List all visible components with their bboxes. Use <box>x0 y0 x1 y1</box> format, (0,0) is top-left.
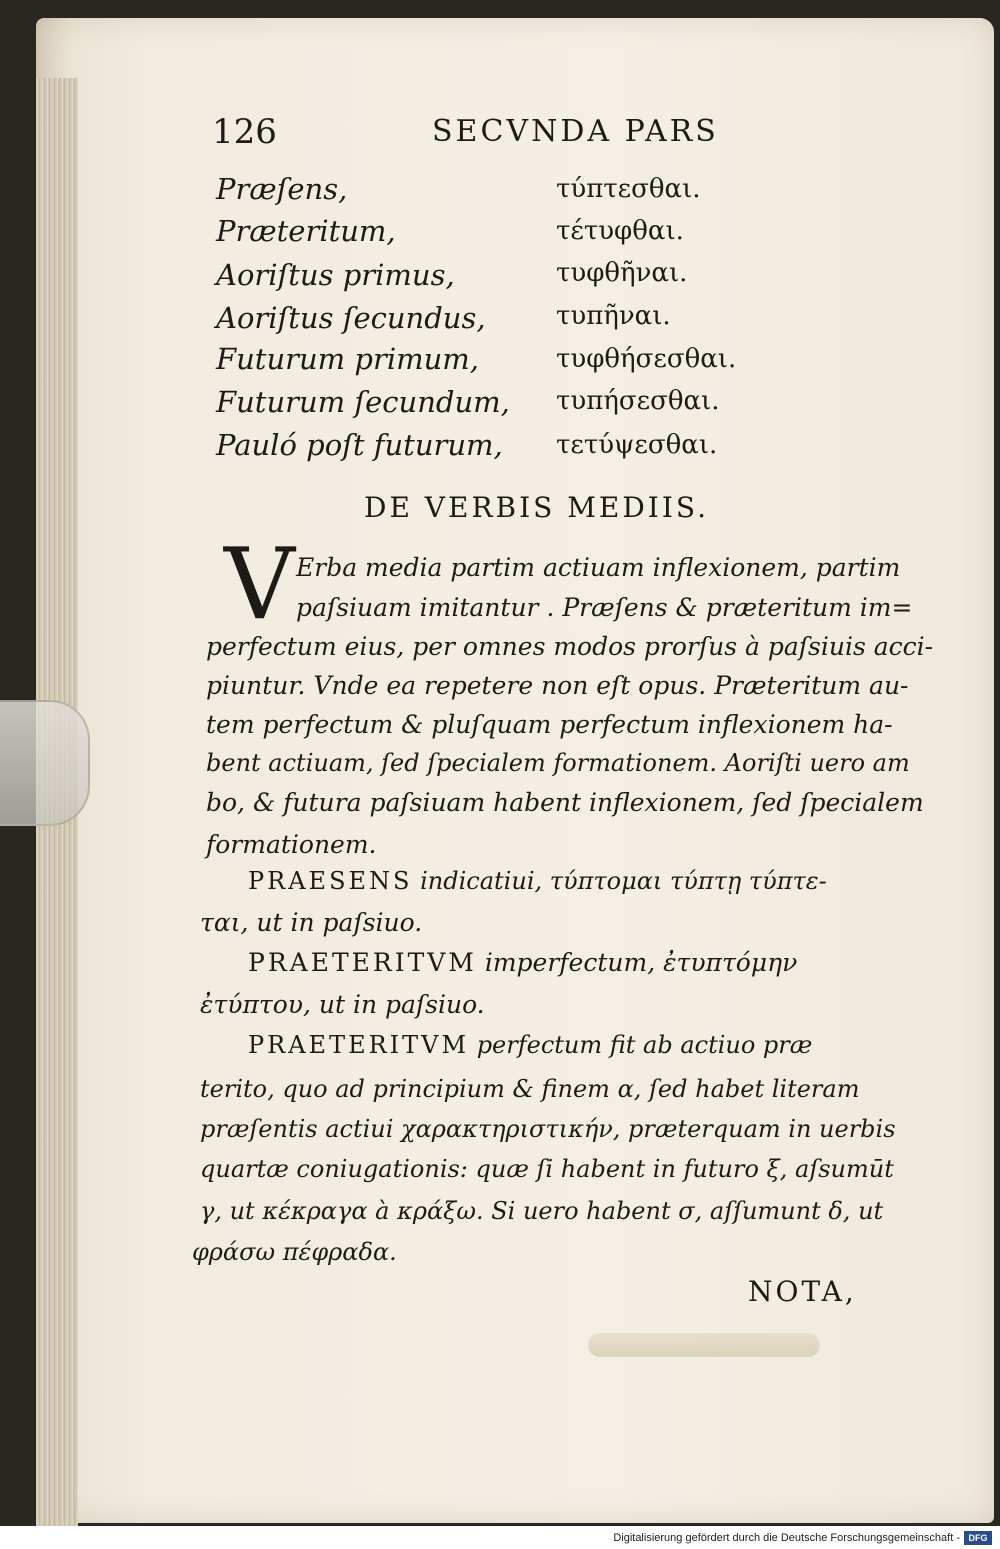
paragraph-text: indicatiui, τύπτομαι τύπτῃ τύπτε- <box>412 867 827 895</box>
body-line: formationem. <box>206 830 377 859</box>
tense-latin: Futurum primum, <box>216 342 479 376</box>
paragraph-lead <box>248 948 797 977</box>
paragraph-caps: PRAESENS <box>248 867 413 895</box>
section-heading: DE VERBIS MEDIIS. <box>364 491 710 524</box>
tense-latin: Præteritum, <box>216 214 396 248</box>
paragraph-line: quartæ coniugationis: quæ ſi habent in futuro ξ, aſsumūt <box>200 1155 894 1183</box>
tense-greek: τυπῆναι. <box>556 301 671 331</box>
tense-latin: Aoriſtus primus, <box>216 258 455 292</box>
page-number: 126 <box>212 112 277 152</box>
drop-cap: V <box>224 528 295 642</box>
body-line: tem perfectum & pluſquam perfectum inflexionem ha- <box>206 710 893 739</box>
tense-greek: τυπήσεσθαι. <box>556 386 720 416</box>
paragraph-line: ἐτύπτου, ut in paſsiuo. <box>200 990 485 1019</box>
footer-bar <box>0 1528 1000 1549</box>
paragraph-caps: PRAETERITVM <box>248 948 477 977</box>
tense-greek: τέτυφθαι. <box>556 216 684 246</box>
tense-latin: Præſens, <box>216 172 348 206</box>
body-line: paſsiuam imitantur . Præſens & præteritum im= <box>296 593 913 622</box>
tense-greek: τετύψεσθαι. <box>556 430 718 460</box>
tense-latin: Futurum ſecundum, <box>216 385 510 419</box>
running-title: SECVNDA PARS <box>432 114 719 149</box>
paragraph-lead <box>248 1031 812 1059</box>
paragraph-line: φράσω πέφραδα. <box>192 1238 397 1266</box>
paper-stain <box>588 1333 820 1357</box>
tense-greek: τύπτεσθαι. <box>556 174 701 204</box>
body-line: perfectum eius, per omnes modos prorſus à paſsiuis acci- <box>206 632 934 661</box>
paragraph-text: imperfectum, ἐτυπτόμην <box>476 948 798 977</box>
catchword: NOTA, <box>748 1275 857 1308</box>
dfg-logo: DFG <box>964 1531 992 1545</box>
tense-latin: Aoriſtus ſecundus, <box>216 301 486 335</box>
tense-latin: Pauló poſt futurum, <box>216 428 503 462</box>
paragraph-caps: PRAETERITVM <box>248 1031 470 1059</box>
body-line: bent actiuam, ſed ſpecialem formationem. Aoriſti uero am <box>206 749 910 777</box>
body-line: bo, & futura paſsiuam habent inflexionem, ſed ſpecialem <box>206 788 924 817</box>
paragraph-line: ται, ut in paſsiuo. <box>200 908 423 937</box>
paragraph-line: terito, quo ad principium & finem α, ſed habet literam <box>200 1075 860 1103</box>
body-line: Erba media partim actiuam inflexionem, partim <box>296 553 901 582</box>
paragraph-lead <box>248 867 827 895</box>
tense-greek: τυφθήσεσθαι. <box>556 344 737 374</box>
book-clasp <box>0 700 90 826</box>
body-line: piuntur. Vnde ea repetere non eſt opus. Præteritum au- <box>206 671 909 700</box>
footer-credit: Digitalisierung gefördert durch die Deutsche Forschungsgemeinschaft - <box>613 1532 960 1544</box>
paragraph-text: perfectum fit ab actiuo præ <box>469 1031 813 1059</box>
paragraph-line: γ, ut κέκραγα à κράξω. Si uero habent σ, aſſumunt δ, ut <box>200 1197 884 1225</box>
tense-greek: τυφθῆναι. <box>556 258 688 288</box>
paragraph-line: præſentis actiui χαρακτηριστικήν, præterquam in uerbis <box>200 1115 896 1143</box>
